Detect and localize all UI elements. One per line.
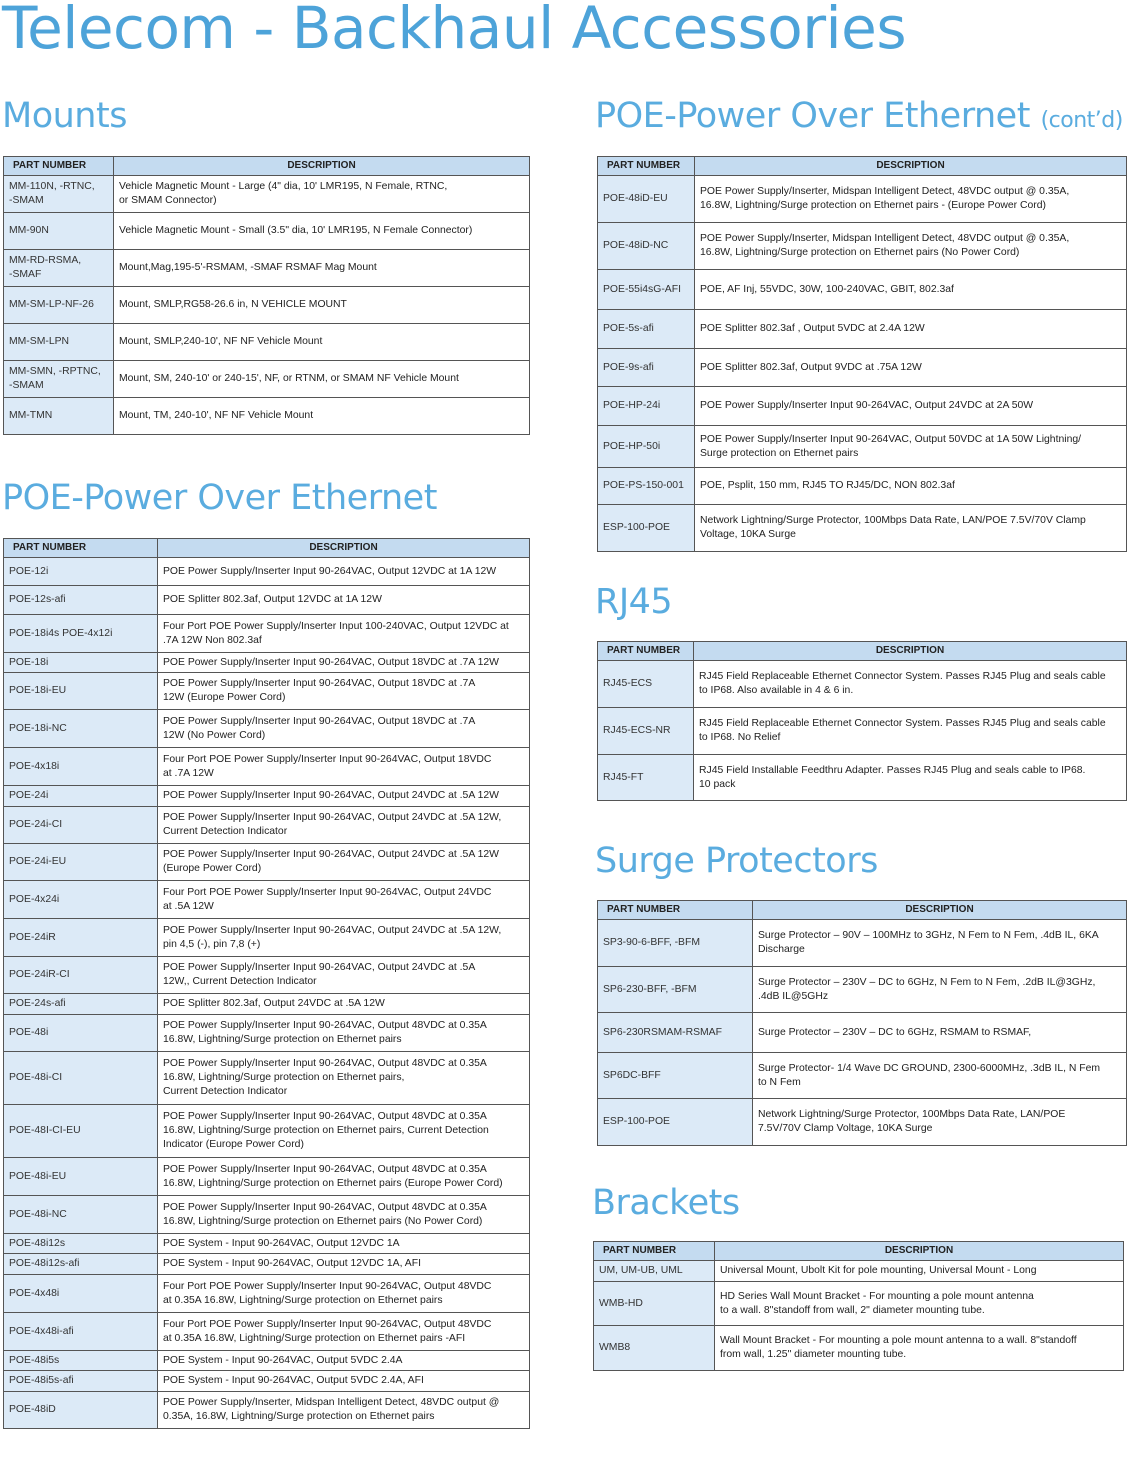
description-cell: Mount, SMLP,240-10', NF NF Vehicle Mount (114, 324, 530, 361)
table-row (594, 1261, 1124, 1282)
description-cell: Surge Protector- 1/4 Wave DC GROUND, 2300-6000MHz, .3dB IL, N Fem to N Fem (753, 1053, 1127, 1099)
part-number-cell: POE-5s-afi (598, 310, 695, 349)
surge-heading: Surge Protectors (595, 841, 878, 881)
table-row (4, 881, 530, 919)
description-cell: POE Power Supply/Inserter Input 90-264VAC, Output 24VDC at .5A 12W, pin 4,5 (-), pin 7,8 (+) (158, 919, 530, 957)
part-number-cell: POE-48iD (4, 1392, 158, 1429)
part-number-cell: POE-48i-CI (4, 1052, 158, 1105)
table-row (4, 1275, 530, 1313)
table-row (594, 1326, 1124, 1371)
page-title: Telecom - Backhaul Accessories (2, 0, 907, 62)
description-cell: POE Splitter 802.3af , Output 5VDC at 2.4A 12W (695, 310, 1127, 349)
part-number-cell: POE-48i12s-afi (4, 1254, 158, 1275)
description-cell: POE Power Supply/Inserter, Midspan Intelligent Detect, 48VDC output @ 0.35A, 16.8W, Lightning/Surge protection on Ethernet pairs (No Power Cord) (695, 223, 1127, 270)
part-number-cell: POE-48iD-NC (598, 223, 695, 270)
table-row (594, 1282, 1124, 1326)
description-cell: Surge Protector – 230V – DC to 6GHz, RSMAM to RSMAF, (753, 1013, 1127, 1053)
description-cell: RJ45 Field Replaceable Ethernet Connector System. Passes RJ45 Plug and seals cable to IP68. Also available in 4 & 6 in. (694, 661, 1127, 708)
description-cell: POE Power Supply/Inserter Input 90-264VAC, Output 24VDC at 2A 50W (695, 387, 1127, 426)
part-number-cell: POE-PS-150-001 (598, 468, 695, 505)
table-row (598, 661, 1127, 708)
part-number-header: PART NUMBER (598, 157, 695, 176)
part-number-header: PART NUMBER (598, 642, 694, 661)
description-cell: RJ45 Field Installable Feedthru Adapter. Passes RJ45 Plug and seals cable to IP68. 10 pack (694, 755, 1127, 801)
part-number-cell: ESP-100-POE (598, 1099, 753, 1146)
description-cell: Four Port POE Power Supply/Inserter Input 90-264VAC, Output 48VDC at 0.35A 16.8W, Lightning/Surge protection on Ethernet pairs -AFI (158, 1313, 530, 1351)
part-number-cell: POE-48i (4, 1015, 158, 1052)
description-cell: POE Power Supply/Inserter Input 90-264VAC, Output 24VDC at .5A 12W (Europe Power Cord) (158, 844, 530, 881)
description-cell: POE Power Supply/Inserter Input 90-264VAC, Output 48VDC at 0.35A 16.8W, Lightning/Surge protection on Ethernet pairs (158, 1015, 530, 1052)
description-cell: POE Power Supply/Inserter Input 90-264VAC, Output 18VDC at .7A 12W (158, 653, 530, 673)
description-cell: Surge Protector – 230V – DC to 6GHz, N Fem to N Fem, .2dB IL@3GHz, .4dB IL@5GHz (753, 967, 1127, 1013)
part-number-cell: ESP-100-POE (598, 505, 695, 552)
part-number-cell: POE-24i-EU (4, 844, 158, 881)
surge-table (597, 900, 1127, 1146)
table-row (598, 1099, 1127, 1146)
description-cell: POE Power Supply/Inserter Input 90-264VAC, Output 50VDC at 1A 50W Lightning/ Surge protection on Ethernet pairs (695, 426, 1127, 468)
part-number-header: PART NUMBER (4, 157, 114, 176)
description-cell: Four Port POE Power Supply/Inserter Input 90-264VAC, Output 18VDC at .7A 12W (158, 748, 530, 786)
table-header-row (598, 642, 1127, 661)
description-cell: POE Power Supply/Inserter, Midspan Intelligent Detect, 48VDC output @ 0.35A, 16.8W, Lightning/Surge protection on Ethernet pairs - (Europe Power Cord) (695, 176, 1127, 223)
table-row (4, 558, 530, 586)
part-number-cell: POE-48i-NC (4, 1196, 158, 1234)
part-number-cell: POE-48i5s-afi (4, 1371, 158, 1392)
table-row (4, 1371, 530, 1392)
description-cell: POE Power Supply/Inserter Input 90-264VAC, Output 24VDC at .5A 12W, Current Detection Indicator (158, 807, 530, 844)
table-row (4, 786, 530, 807)
description-cell: Mount, SM, 240-10' or 240-15', NF, or RTNM, or SMAM NF Vehicle Mount (114, 361, 530, 398)
table-row (4, 994, 530, 1015)
poe-contd-heading (595, 96, 1123, 136)
part-number-cell: POE-9s-afi (598, 349, 695, 387)
part-number-cell: POE-48i5s (4, 1351, 158, 1371)
table-row (598, 270, 1127, 310)
description-cell: Surge Protector – 90V – 100MHz to 3GHz, N Fem to N Fem, .4dB IL, 6KA Discharge (753, 920, 1127, 967)
description-cell: POE Power Supply/Inserter Input 90-264VAC, Output 24VDC at .5A 12W,, Current Detection Indicator (158, 957, 530, 994)
description-cell: Mount,Mag,195-5'-RSMAM, -SMAF RSMAF Mag Mount (114, 250, 530, 287)
table-row (598, 920, 1127, 967)
table-row (4, 586, 530, 615)
table-row (4, 615, 530, 653)
part-number-header: PART NUMBER (598, 901, 753, 920)
part-number-cell: UM, UM-UB, UML (594, 1261, 715, 1282)
part-number-cell: POE-24s-afi (4, 994, 158, 1015)
table-row (4, 1234, 530, 1254)
part-number-cell: POE-HP-50i (598, 426, 695, 468)
description-cell: POE System - Input 90-264VAC, Output 12VDC 1A, AFI (158, 1254, 530, 1275)
part-number-cell: RJ45-ECS (598, 661, 694, 708)
description-cell: Network Lightning/Surge Protector, 100Mbps Data Rate, LAN/POE 7.5V/70V Clamp Voltage, 10KA Surge (753, 1099, 1127, 1146)
table-row (4, 1313, 530, 1351)
description-cell: HD Series Wall Mount Bracket - For mounting a pole mount antenna to a wall. 8"standoff from wall, 2" diameter mounting tube. (715, 1282, 1124, 1326)
table-row (4, 673, 530, 710)
table-row (4, 1196, 530, 1234)
description-cell: Four Port POE Power Supply/Inserter Input 90-264VAC, Output 24VDC at .5A 12W (158, 881, 530, 919)
table-row (4, 287, 530, 324)
table-row (4, 957, 530, 994)
table-row (4, 361, 530, 398)
table-row (4, 250, 530, 287)
part-number-cell: POE-18i (4, 653, 158, 673)
mounts-table (3, 156, 530, 435)
part-number-header: PART NUMBER (594, 1242, 715, 1261)
poe-heading: POE-Power Over Ethernet (2, 478, 437, 518)
description-header: DESCRIPTION (114, 157, 530, 176)
part-number-cell: POE-4x24i (4, 881, 158, 919)
part-number-cell: POE-24iR-CI (4, 957, 158, 994)
table-row (4, 1158, 530, 1196)
description-header: DESCRIPTION (695, 157, 1127, 176)
table-row (4, 1254, 530, 1275)
table-row (598, 708, 1127, 755)
table-row (598, 223, 1127, 270)
part-number-cell: WMB-HD (594, 1282, 715, 1326)
part-number-cell: MM-SMN, -RPTNC, -SMAM (4, 361, 114, 398)
part-number-cell: MM-TMN (4, 398, 114, 435)
description-header: DESCRIPTION (715, 1242, 1124, 1261)
part-number-cell: POE-24iR (4, 919, 158, 957)
poe-contd-title: POE-Power Over Ethernet (595, 96, 1030, 136)
description-cell: POE Power Supply/Inserter Input 90-264VAC, Output 48VDC at 0.35A 16.8W, Lightning/Surge protection on Ethernet pairs, Current Detection Indicator (158, 1052, 530, 1105)
part-number-cell: SP6-230-BFF, -BFM (598, 967, 753, 1013)
part-number-cell: MM-RD-RSMA, -SMAF (4, 250, 114, 287)
table-row (4, 1351, 530, 1371)
table-row (4, 919, 530, 957)
description-cell: POE System - Input 90-264VAC, Output 12VDC 1A (158, 1234, 530, 1254)
table-row (4, 653, 530, 673)
description-cell: POE Power Supply/Inserter Input 90-264VAC, Output 48VDC at 0.35A 16.8W, Lightning/Surge protection on Ethernet pairs (No Power Cord) (158, 1196, 530, 1234)
part-number-cell: POE-48i-EU (4, 1158, 158, 1196)
table-header-row (598, 901, 1127, 920)
table-row (4, 844, 530, 881)
part-number-cell: POE-4x48i (4, 1275, 158, 1313)
part-number-cell: SP6-230RSMAM-RSMAF (598, 1013, 753, 1053)
table-row (4, 710, 530, 748)
part-number-cell: POE-48I-CI-EU (4, 1105, 158, 1158)
table-row (598, 1053, 1127, 1099)
description-header: DESCRIPTION (694, 642, 1127, 661)
description-cell: Vehicle Magnetic Mount - Large (4" dia, 10' LMR195, N Female, RTNC, or SMAM Connector) (114, 176, 530, 213)
poe-table (3, 538, 530, 1429)
part-number-cell: SP3-90-6-BFF, -BFM (598, 920, 753, 967)
table-header-row (4, 157, 530, 176)
table-header-row (598, 157, 1127, 176)
poe-contd-suffix: (cont’d) (1040, 108, 1123, 133)
part-number-cell: POE-12i (4, 558, 158, 586)
part-number-cell: POE-4x48i-afi (4, 1313, 158, 1351)
description-cell: POE Power Supply/Inserter Input 90-264VAC, Output 24VDC at .5A 12W (158, 786, 530, 807)
brackets-heading: Brackets (592, 1183, 740, 1223)
table-row (4, 1392, 530, 1429)
part-number-cell: POE-18i-NC (4, 710, 158, 748)
table-row (4, 176, 530, 213)
table-row (598, 468, 1127, 505)
part-number-cell: POE-18i-EU (4, 673, 158, 710)
part-number-cell: POE-55i4sG-AFI (598, 270, 695, 310)
description-cell: POE Power Supply/Inserter Input 90-264VAC, Output 12VDC at 1A 12W (158, 558, 530, 586)
description-cell: POE Power Supply/Inserter Input 90-264VAC, Output 18VDC at .7A 12W (No Power Cord) (158, 710, 530, 748)
rj45-table (597, 641, 1127, 801)
part-number-cell: POE-24i-CI (4, 807, 158, 844)
table-row (598, 349, 1127, 387)
part-number-cell: WMB8 (594, 1326, 715, 1371)
part-number-cell: RJ45-FT (598, 755, 694, 801)
part-number-cell: RJ45-ECS-NR (598, 708, 694, 755)
table-row (598, 426, 1127, 468)
part-number-cell: POE-48i12s (4, 1234, 158, 1254)
table-row (4, 213, 530, 250)
table-row (4, 1105, 530, 1158)
table-row (4, 1015, 530, 1052)
description-cell: RJ45 Field Replaceable Ethernet Connector System. Passes RJ45 Plug and seals cable to IP68. No Relief (694, 708, 1127, 755)
part-number-cell: POE-4x18i (4, 748, 158, 786)
table-header-row (594, 1242, 1124, 1261)
description-cell: POE Splitter 802.3af, Output 24VDC at .5A 12W (158, 994, 530, 1015)
description-cell: POE, AF Inj, 55VDC, 30W, 100-240VAC, GBIT, 802.3af (695, 270, 1127, 310)
description-cell: Four Port POE Power Supply/Inserter Input 100-240VAC, Output 12VDC at .7A 12W Non 802.3af (158, 615, 530, 653)
brackets-table (593, 1241, 1124, 1371)
description-cell: Network Lightning/Surge Protector, 100Mbps Data Rate, LAN/POE 7.5V/70V Clamp Voltage, 10KA Surge (695, 505, 1127, 552)
description-cell: Mount, SMLP,RG58-26.6 in, N VEHICLE MOUNT (114, 287, 530, 324)
table-row (4, 1052, 530, 1105)
table-row (598, 505, 1127, 552)
description-cell: POE Splitter 802.3af, Output 12VDC at 1A 12W (158, 586, 530, 615)
part-number-cell: POE-12s-afi (4, 586, 158, 615)
table-row (598, 176, 1127, 223)
poe-contd-table (597, 156, 1127, 552)
part-number-cell: MM-SM-LPN (4, 324, 114, 361)
description-cell: POE Power Supply/Inserter, Midspan Intelligent Detect, 48VDC output @ 0.35A, 16.8W, Lightning/Surge protection on Ethernet pairs (158, 1392, 530, 1429)
rj45-heading: RJ45 (595, 582, 673, 622)
table-row (4, 324, 530, 361)
table-row (598, 1013, 1127, 1053)
description-cell: POE Power Supply/Inserter Input 90-264VAC, Output 48VDC at 0.35A 16.8W, Lightning/Surge protection on Ethernet pairs (Europe Power Cord) (158, 1158, 530, 1196)
table-row (4, 807, 530, 844)
mounts-heading: Mounts (2, 96, 127, 136)
description-cell: POE System - Input 90-264VAC, Output 5VDC 2.4A (158, 1351, 530, 1371)
description-cell: POE Splitter 802.3af, Output 9VDC at .75A 12W (695, 349, 1127, 387)
table-row (598, 967, 1127, 1013)
description-header: DESCRIPTION (158, 539, 530, 558)
table-header-row (4, 539, 530, 558)
table-row (598, 310, 1127, 349)
part-number-cell: POE-48iD-EU (598, 176, 695, 223)
part-number-cell: POE-18i4s POE-4x12i (4, 615, 158, 653)
description-cell: Mount, TM, 240-10', NF NF Vehicle Mount (114, 398, 530, 435)
description-header: DESCRIPTION (753, 901, 1127, 920)
table-row (4, 748, 530, 786)
description-cell: POE, Psplit, 150 mm, RJ45 TO RJ45/DC, NON 802.3af (695, 468, 1127, 505)
part-number-cell: MM-SM-LP-NF-26 (4, 287, 114, 324)
description-cell: Four Port POE Power Supply/Inserter Input 90-264VAC, Output 48VDC at 0.35A 16.8W, Lightning/Surge protection on Ethernet pairs (158, 1275, 530, 1313)
description-cell: Wall Mount Bracket - For mounting a pole mount antenna to a wall. 8"standoff from wall, 1.25" diameter mounting tube. (715, 1326, 1124, 1371)
part-number-cell: MM-90N (4, 213, 114, 250)
part-number-cell: MM-110N, -RTNC, -SMAM (4, 176, 114, 213)
part-number-header: PART NUMBER (4, 539, 158, 558)
description-cell: POE Power Supply/Inserter Input 90-264VAC, Output 18VDC at .7A 12W (Europe Power Cord) (158, 673, 530, 710)
part-number-cell: SP6DC-BFF (598, 1053, 753, 1099)
description-cell: POE System - Input 90-264VAC, Output 5VDC 2.4A, AFI (158, 1371, 530, 1392)
part-number-cell: POE-HP-24i (598, 387, 695, 426)
part-number-cell: POE-24i (4, 786, 158, 807)
table-row (4, 398, 530, 435)
table-row (598, 755, 1127, 801)
description-cell: Vehicle Magnetic Mount - Small (3.5" dia, 10' LMR195, N Female Connector) (114, 213, 530, 250)
description-cell: Universal Mount, Ubolt Kit for pole mounting, Universal Mount - Long (715, 1261, 1124, 1282)
table-row (598, 387, 1127, 426)
description-cell: POE Power Supply/Inserter Input 90-264VAC, Output 48VDC at 0.35A 16.8W, Lightning/Surge protection on Ethernet pairs, Current Detection Indicator (Europe Power Cord) (158, 1105, 530, 1158)
